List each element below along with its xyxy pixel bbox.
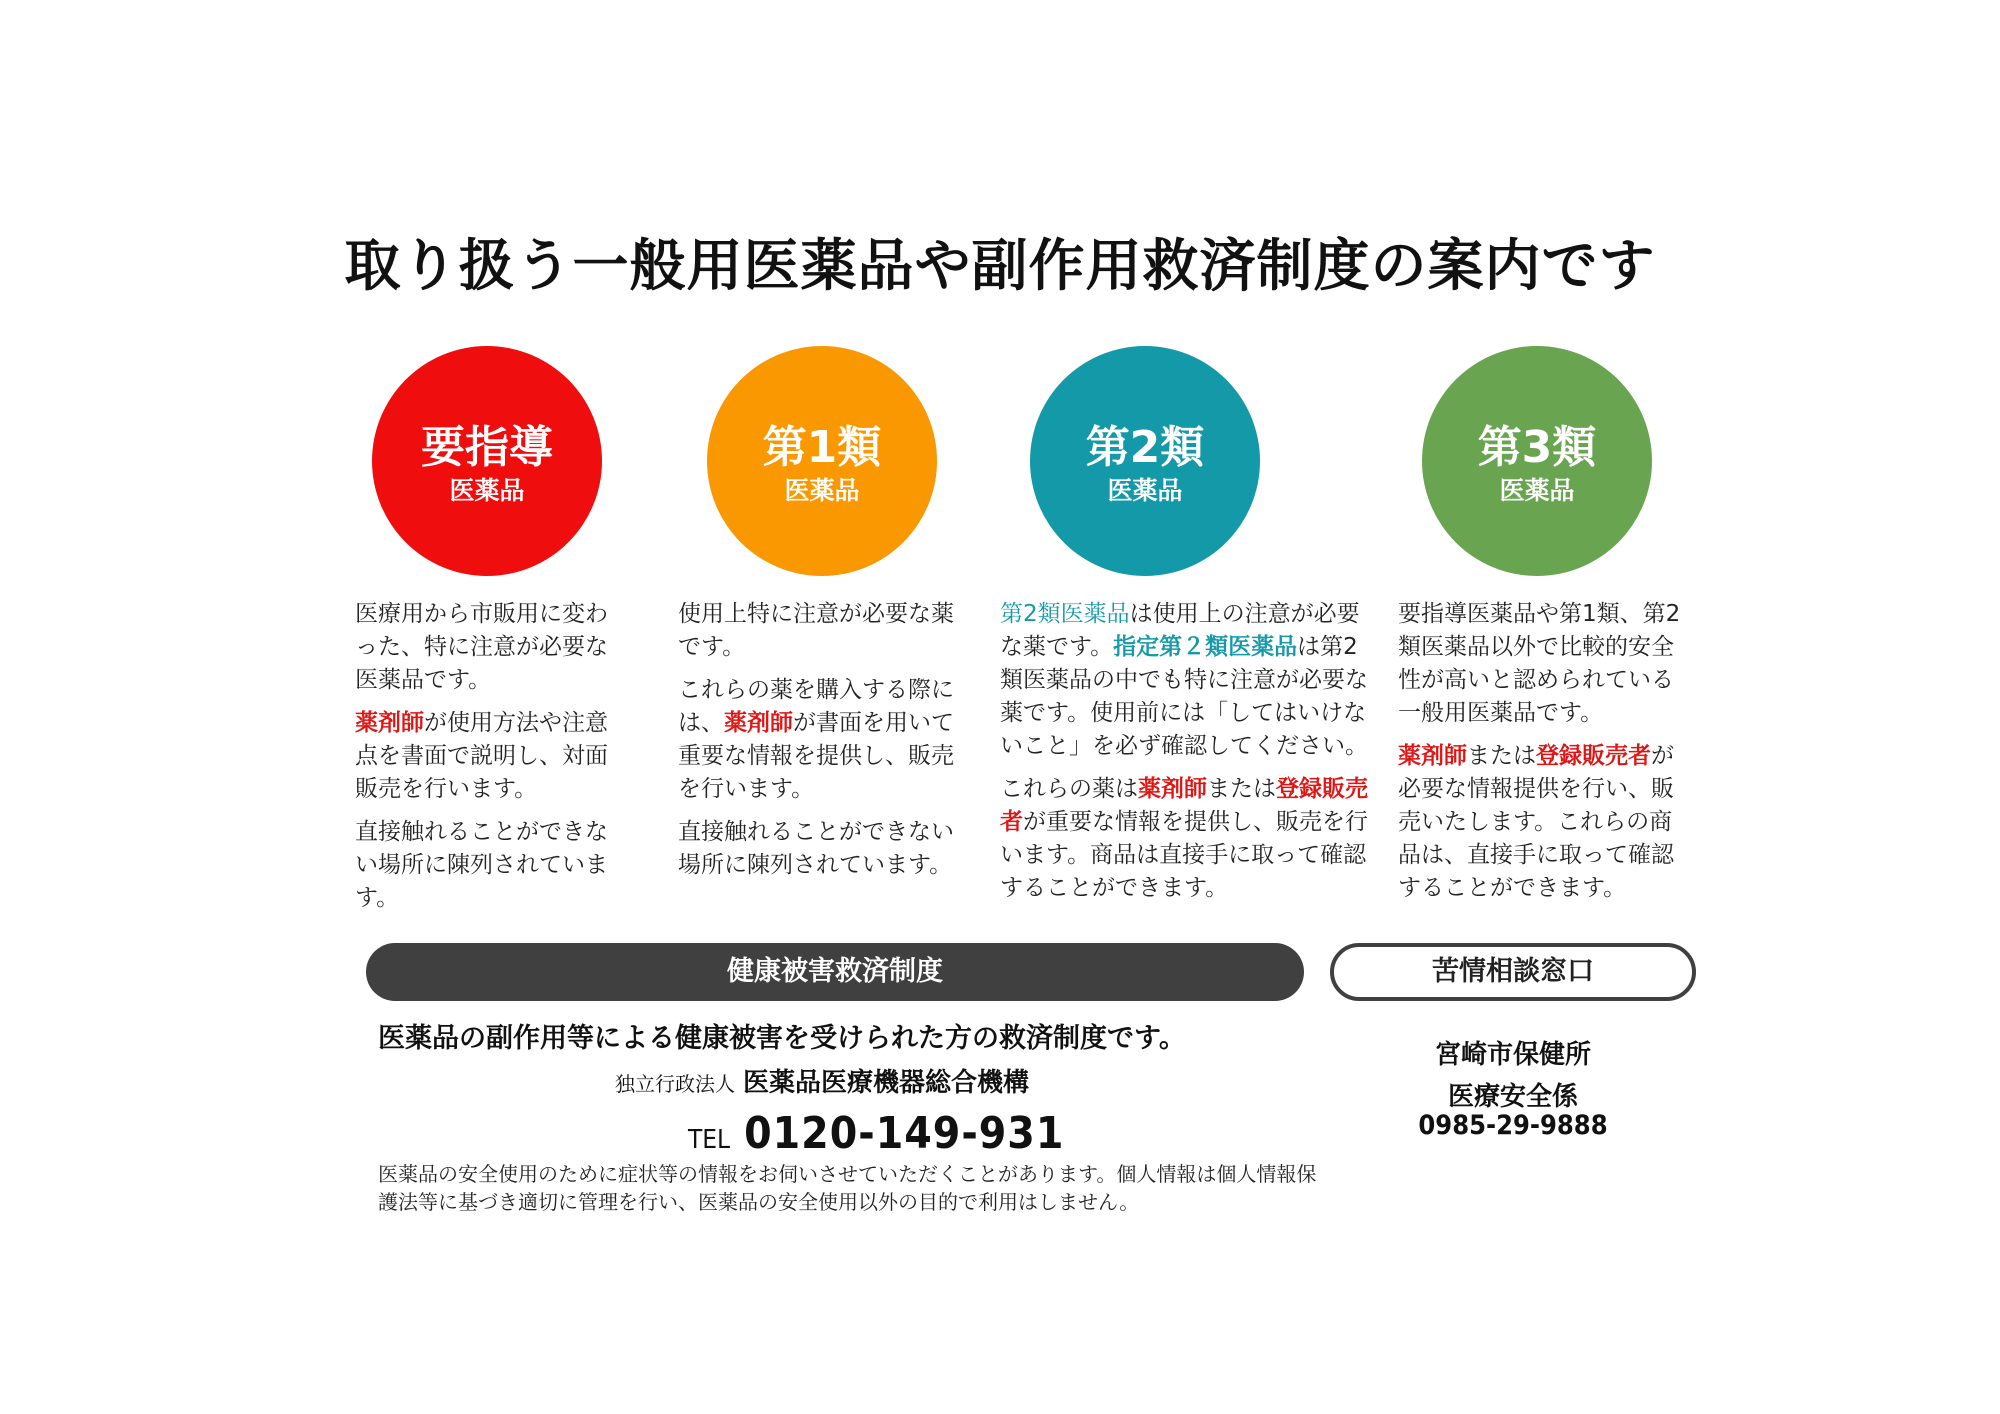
description-paragraph: 使用上特に注意が必要な薬です。 <box>678 601 954 660</box>
category-label: 第3類 <box>1477 422 1597 473</box>
description-paragraph <box>355 707 627 806</box>
description-text: が必要な情報提供を行い、販売いたします。これらの商品は、直接手に取って確認することができます。 <box>1398 743 1674 901</box>
description-paragraph: 直接触れることができない場所に陳列されています。 <box>678 819 954 878</box>
description-paragraph <box>678 674 958 806</box>
tel-label: TEL <box>688 1125 731 1155</box>
category-circle-class-2 <box>1030 346 1260 576</box>
tel-number: 0120-149-931 <box>744 1108 1065 1159</box>
highlight-registered-seller: 登録販売者 <box>1536 743 1651 769</box>
highlight-designated-class-2: 指定第２類医薬品 <box>1113 634 1298 660</box>
category-circle-class-3 <box>1422 346 1652 576</box>
category-sublabel: 医薬品 <box>449 476 525 505</box>
highlight-class-2: 第2類医薬品 <box>1000 601 1130 627</box>
description-text: これらの薬は <box>1000 776 1138 802</box>
description-paragraph <box>1000 773 1368 905</box>
category-label: 第2類 <box>1085 422 1205 473</box>
description-required-guidance <box>355 598 627 925</box>
relief-phone <box>688 1108 1064 1159</box>
description-text: または <box>1467 743 1536 769</box>
description-class-2 <box>1000 598 1368 915</box>
description-class-3 <box>1398 598 1688 915</box>
relief-organization <box>615 1062 1029 1099</box>
description-paragraph: 要指導医薬品や第1類、第2類医薬品以外で比較的安全性が高いと認められている一般用医薬品です。 <box>1398 601 1681 726</box>
description-text: が使用方法や注意点を書面で説明し、対面販売を行います。 <box>355 710 608 802</box>
description-text: が書面を用いて重要な情報を提供し、販売を行います。 <box>678 710 954 802</box>
category-circle-required-guidance <box>372 346 602 576</box>
category-label: 第1類 <box>762 422 882 473</box>
highlight-registered-seller: 登録販売者 <box>1000 776 1368 835</box>
description-paragraph: 直接触れることができない場所に陳列されています。 <box>355 819 608 911</box>
complaint-office: 宮崎市保健所 <box>1434 1040 1591 1070</box>
complaint-phone: 0985-29-9888 <box>1418 1110 1608 1141</box>
description-text: が重要な情報を提供し、販売を行います。商品は直接手に取って確認することができます。 <box>1000 809 1368 901</box>
category-sublabel: 医薬品 <box>1499 476 1575 505</box>
page-title: 取り扱う一般用医薬品や副作用救済制度の案内です <box>344 234 1656 299</box>
complaint-desk-heading: 苦情相談窓口 <box>1330 943 1696 1001</box>
relief-system-heading: 健康被害救済制度 <box>366 943 1304 1001</box>
privacy-note: 医薬品の安全使用のために症状等の情報をお伺いさせていただくことがあります。個人情報は個人情報保護法等に基づき適切に管理を行い、医薬品の安全使用以外の目的で利用はしません。 <box>378 1162 1317 1214</box>
description-text: これらの薬を購入する際には、 <box>678 677 954 736</box>
category-sublabel: 医薬品 <box>1107 476 1183 505</box>
category-label: 要指導 <box>421 422 553 473</box>
relief-description: 医薬品の副作用等による健康被害を受けられた方の救済制度です。 <box>378 1023 1186 1054</box>
organization-name: 医薬品医療機器総合機構 <box>743 1068 1030 1098</box>
highlight-pharmacist: 薬剤師 <box>724 710 793 736</box>
description-class-1 <box>678 598 958 892</box>
description-text: は使用上の注意が必要な薬です。 <box>1000 601 1360 660</box>
organization-prefix: 独立行政法人 <box>615 1072 735 1096</box>
category-circle-class-1 <box>707 346 937 576</box>
description-text: または <box>1207 776 1276 802</box>
description-paragraph <box>1000 598 1368 763</box>
complaint-section: 医療安全係 <box>1447 1082 1578 1112</box>
highlight-pharmacist: 薬剤師 <box>1138 776 1207 802</box>
description-paragraph <box>1398 740 1688 905</box>
description-text: は第2類医薬品の中でも特に注意が必要な薬です。使用前には「してはいけないこと」を必ず確認してください。 <box>1000 634 1368 759</box>
highlight-pharmacist: 薬剤師 <box>1398 743 1467 769</box>
highlight-pharmacist: 薬剤師 <box>355 710 424 736</box>
description-paragraph: 医療用から市販用に変わった、特に注意が必要な医薬品です。 <box>355 601 608 693</box>
category-sublabel: 医薬品 <box>784 476 860 505</box>
